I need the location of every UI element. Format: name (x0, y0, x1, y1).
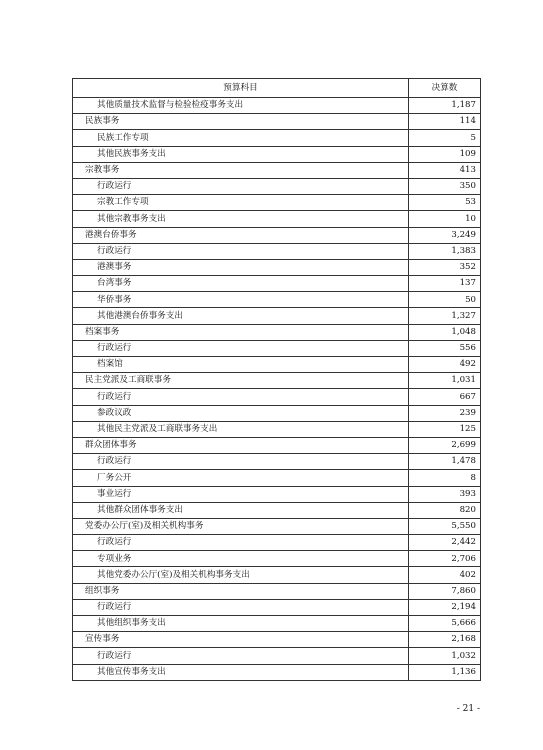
amount-cell: 492 (409, 357, 481, 373)
category-name: 民主党派及工商联事务 (73, 373, 409, 389)
table-row (73, 146, 481, 162)
subitem-name: 行政运行 (73, 599, 409, 615)
amount-cell: 5,550 (409, 518, 481, 534)
subitem-name: 行政运行 (73, 340, 409, 356)
table-row (73, 211, 481, 227)
subitem-name: 其他组织事务支出 (73, 616, 409, 632)
table-header-row (73, 79, 481, 98)
table-row (73, 616, 481, 632)
subitem-name: 其他质量技术监督与检验检疫事务支出 (73, 98, 409, 114)
subitem-name: 其他港澳台侨事务支出 (73, 308, 409, 324)
amount-cell: 10 (409, 211, 481, 227)
subitem-name: 台湾事务 (73, 276, 409, 292)
amount-cell: 556 (409, 340, 481, 356)
amount-cell: 5 (409, 130, 481, 146)
subitem-name: 行政运行 (73, 243, 409, 259)
amount-cell: 352 (409, 259, 481, 275)
subitem-name: 行政运行 (73, 535, 409, 551)
table-row (73, 421, 481, 437)
table-row (73, 389, 481, 405)
table-row (73, 162, 481, 178)
subitem-name: 行政运行 (73, 178, 409, 194)
amount-cell: 667 (409, 389, 481, 405)
amount-cell: 7,860 (409, 583, 481, 599)
table-row (73, 551, 481, 567)
category-name: 组织事务 (73, 583, 409, 599)
table-row (73, 486, 481, 502)
category-name: 党委办公厅(室)及相关机构事务 (73, 518, 409, 534)
amount-cell: 8 (409, 470, 481, 486)
amount-cell: 1,327 (409, 308, 481, 324)
amount-cell: 350 (409, 178, 481, 194)
table-row (73, 340, 481, 356)
category-name: 民族事务 (73, 114, 409, 130)
table-row (73, 195, 481, 211)
amount-cell: 393 (409, 486, 481, 502)
table-row (73, 373, 481, 389)
amount-cell: 2,699 (409, 437, 481, 453)
subitem-name: 参政议政 (73, 405, 409, 421)
amount-cell: 109 (409, 146, 481, 162)
subitem-name: 宗教工作专项 (73, 195, 409, 211)
amount-cell: 413 (409, 162, 481, 178)
subitem-name: 行政运行 (73, 454, 409, 470)
amount-cell: 1,383 (409, 243, 481, 259)
table-row (73, 437, 481, 453)
amount-cell: 1,187 (409, 98, 481, 114)
category-name: 宣传事务 (73, 632, 409, 648)
subitem-name: 其他党委办公厅(室)及相关机构事务支出 (73, 567, 409, 583)
category-name: 群众团体事务 (73, 437, 409, 453)
amount-cell: 137 (409, 276, 481, 292)
subitem-name: 事业运行 (73, 486, 409, 502)
amount-cell: 114 (409, 114, 481, 130)
header-subject: 预算科目 (73, 79, 409, 98)
amount-cell: 3,249 (409, 227, 481, 243)
amount-cell: 402 (409, 567, 481, 583)
table-row (73, 518, 481, 534)
amount-cell: 5,666 (409, 616, 481, 632)
table-row (73, 583, 481, 599)
table-row (73, 130, 481, 146)
table-row (73, 470, 481, 486)
table-row (73, 599, 481, 615)
table-row (73, 535, 481, 551)
subitem-name: 其他民族事务支出 (73, 146, 409, 162)
subitem-name: 民族工作专项 (73, 130, 409, 146)
table-row (73, 632, 481, 648)
table-row (73, 243, 481, 259)
subitem-name: 厂务公开 (73, 470, 409, 486)
table-row (73, 664, 481, 680)
table-row (73, 357, 481, 373)
amount-cell: 2,168 (409, 632, 481, 648)
table-row (73, 259, 481, 275)
amount-cell: 2,706 (409, 551, 481, 567)
subitem-name: 行政运行 (73, 389, 409, 405)
amount-cell: 50 (409, 292, 481, 308)
table-row (73, 567, 481, 583)
amount-cell: 1,478 (409, 454, 481, 470)
amount-cell: 1,031 (409, 373, 481, 389)
table-row (73, 405, 481, 421)
table-row (73, 98, 481, 114)
amount-cell: 239 (409, 405, 481, 421)
page-number: - 21 - (456, 704, 480, 714)
amount-cell: 1,032 (409, 648, 481, 664)
table-row (73, 178, 481, 194)
subitem-name: 港澳事务 (73, 259, 409, 275)
subitem-name: 其他宣传事务支出 (73, 664, 409, 680)
subitem-name: 其他民主党派及工商联事务支出 (73, 421, 409, 437)
amount-cell: 2,442 (409, 535, 481, 551)
table-row (73, 276, 481, 292)
subitem-name: 档案馆 (73, 357, 409, 373)
category-name: 宗教事务 (73, 162, 409, 178)
table-row (73, 308, 481, 324)
table-row (73, 454, 481, 470)
table-row (73, 502, 481, 518)
amount-cell: 1,136 (409, 664, 481, 680)
header-amount: 决算数 (409, 79, 481, 98)
amount-cell: 125 (409, 421, 481, 437)
subitem-name: 华侨事务 (73, 292, 409, 308)
category-name: 港澳台侨事务 (73, 227, 409, 243)
budget-table (72, 78, 481, 681)
table-row (73, 648, 481, 664)
subitem-name: 行政运行 (73, 648, 409, 664)
table-body (73, 98, 481, 681)
amount-cell: 2,194 (409, 599, 481, 615)
category-name: 档案事务 (73, 324, 409, 340)
subitem-name: 其他宗教事务支出 (73, 211, 409, 227)
table-row (73, 227, 481, 243)
amount-cell: 820 (409, 502, 481, 518)
table-row (73, 324, 481, 340)
amount-cell: 53 (409, 195, 481, 211)
subitem-name: 其他群众团体事务支出 (73, 502, 409, 518)
subitem-name: 专项业务 (73, 551, 409, 567)
table-row (73, 114, 481, 130)
amount-cell: 1,048 (409, 324, 481, 340)
table-row (73, 292, 481, 308)
